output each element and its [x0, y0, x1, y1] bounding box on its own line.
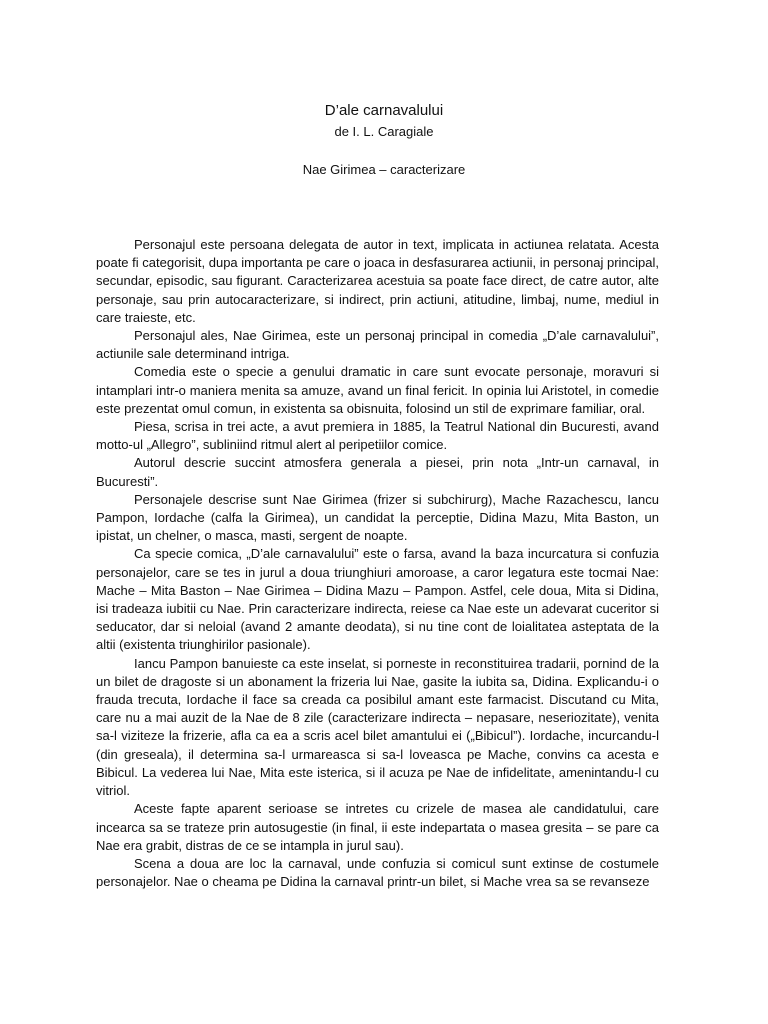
paragraph: Ca specie comica, „D’ale carnavalului” este o farsa, avand la baza incurcatura si confuzia personajelor, care se tes in jurul a doua triunghiuri amoroase, a caror legatura este tocmai Nae: Mache – Mita Baston – Nae Girimea – Didina Mazu – Pampon. Astfel, cele doua, Mita si Didina, isi tradeaza iubitii cu Nae. Prin caracterizare indirecta, reiese ca Nae este un adevarat cuceritor si seducator, dar si neloial (avand 2 amante deodata), si nu tine cont de loialitatea asteptata de la altii (existenta triunghirilor pasionale).	[96, 546, 659, 653]
document-subtitle: Nae Girimea – caracterizare	[302, 162, 466, 177]
paragraph: Aceste fapte aparent serioase se intretes cu crizele de masea ale candidatului, care incearca sa se trateze prin autosugestie (in final, ii este indepartata o masea gresita – se pare ca Nae era grabit, distras de ce se intampla in jurul sau).	[96, 801, 659, 853]
paragraph: Piesa, scrisa in trei acte, a avut premiera in 1885, la Teatrul National din Bucuresti, avand motto-ul „Allegro”, subliniind ritmul alert al peripetiilor comice.	[96, 419, 659, 453]
document-author: de I. L. Caragiale	[334, 124, 434, 139]
paragraph: Personajul este persoana delegata de autor in text, implicata in actiunea relatata. Acesta poate fi categorisit, dupa importanta pe care o joaca in desfasurarea actiunii, in personaj principal, secundar, episodic, sau figurant. Caracterizarea acestuia sa poate face direct, de catre autor, alte personaje, sau prin autocaracterizare, si indirect, prin actiuni, atitudine, limbaj, nume, mediul in care traieste, etc.	[96, 237, 659, 325]
paragraph: Autorul descrie succint atmosfera generala a piesei, prin nota „Intr-un carnaval, in Bucuresti”.	[96, 455, 659, 489]
document-body	[96, 236, 659, 891]
paragraph: Scena a doua are loc la carnaval, unde confuzia si comicul sunt extinse de costumele personajelor. Nae o cheama pe Didina la carnaval printr-un bilet, si Mache vrea sa se revanseze	[96, 855, 659, 890]
paragraph: Iancu Pampon banuieste ca este inselat, si porneste in reconstituirea tradarii, pornind de la un bilet de dragoste si un abonament la frizeria lui Nae, gasite la iubita sa, Didina. Explicandu-i o frauda trecuta, Iordache il face sa creada ca posibilul amant este farmacist. Discutand cu Mita, care nu a mai auzit de la Nae de 8 zile (caracterizare indirecta – nepasare, neseriozitate), venita sa-l viziteze la frizerie, afla ca ea a scris acel bilet amantului ei („Bibicul”). Iordache, incurcandu-l (din greseala), il determina sa-l urmareasca si sa-l loveasca pe Mache, convins ca acesta e Bibicul. La vederea lui Nae, Mita este isterica, si il acuza pe Nae de infidelitate, amenintandu-l cu vitriol.	[96, 655, 659, 799]
paragraph: Personajele descrise sunt Nae Girimea (frizer si subchirurg), Mache Razachescu, Iancu Pampon, Iordache (calfa la Girimea), un candidat la perceptie, Didina Mazu, Mita Baston, un ipistat, un chelner, o masca, masti, sergent de noapte.	[96, 491, 659, 544]
document-title: D’ale carnavalului	[324, 102, 444, 119]
paragraph: Personajul ales, Nae Girimea, este un personaj principal in comedia „D’ale carnavalului”, actiunile sale determinand intriga.	[96, 328, 659, 362]
paragraph: Comedia este o specie a genului dramatic in care sunt evocate personaje, moravuri si intamplari intr-o maniera menita sa amuze, avand un final fericit. In opinia lui Aristotel, in comedie este prezentat omul comun, in existenta sa obisnuita, folosind un stil de exprimare familiar, oral.	[96, 364, 659, 416]
